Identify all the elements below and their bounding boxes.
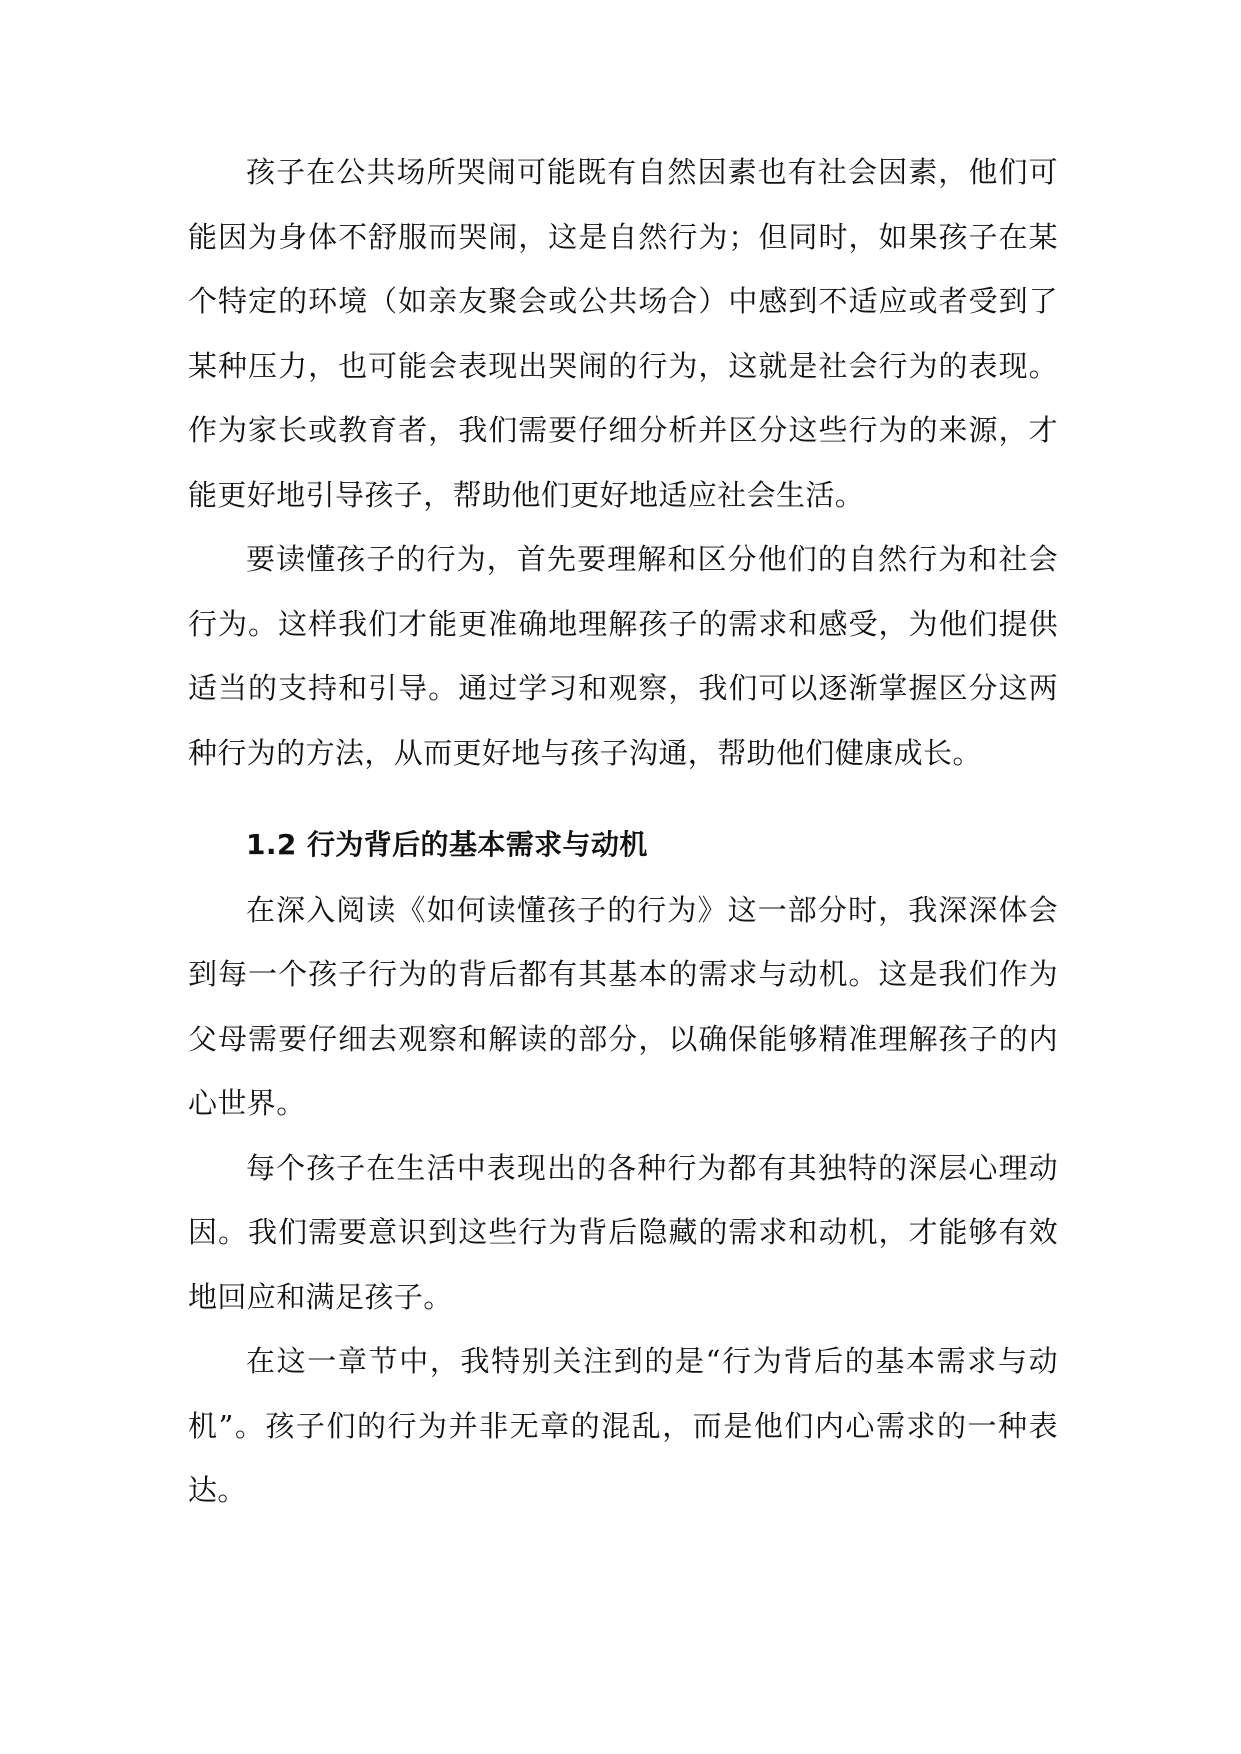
paragraph-understand-behavior: 要读懂孩子的行为，首先要理解和区分他们的自然行为和社会行为。这样我们才能更准确地理解孩子的需求和感受，为他们提供适当的支持和引导。通过学习和观察，我们可以逐渐掌握区分这两种行为的方法，从而更好地与孩子沟通，帮助他们健康成长。 xyxy=(188,542,1058,770)
document-page xyxy=(188,140,1058,1523)
paragraph-psychological-causes: 每个孩子在生活中表现出的各种行为都有其独特的深层心理动因。我们需要意识到这些行为背后隐藏的需求和动机，才能够有效地回应和满足孩子。 xyxy=(188,1150,1058,1314)
paragraph-public-crying: 孩子在公共场所哭闹可能既有自然因素也有社会因素，他们可能因为身体不舒服而哭闹，这是自然行为；但同时，如果孩子在某个特定的环境（如亲友聚会或公共场合）中感到不适应或者受到了某种压力，也可能会表现出哭闹的行为，这就是社会行为的表现。作为家长或教育者，我们需要仔细分析并区分这些行为的来源，才能更好地引导孩子，帮助他们更好地适应社会生活。 xyxy=(188,155,1058,512)
paragraph-chapter-focus: 在这一章节中，我特别关注到的是“行为背后的基本需求与动机”。孩子们的行为并非无章的混乱，而是他们内心需求的一种表达。 xyxy=(188,1344,1058,1507)
paragraph-needs-motives: 在深入阅读《如何读懂孩子的行为》这一部分时，我深深体会到每一个孩子行为的背后都有其基本的需求与动机。这是我们作为父母需要仔细去观察和解读的部分，以确保能够精准理解孩子的内心世界。 xyxy=(188,892,1058,1120)
section-heading: 1.2 行为背后的基本需求与动机 xyxy=(246,828,648,861)
